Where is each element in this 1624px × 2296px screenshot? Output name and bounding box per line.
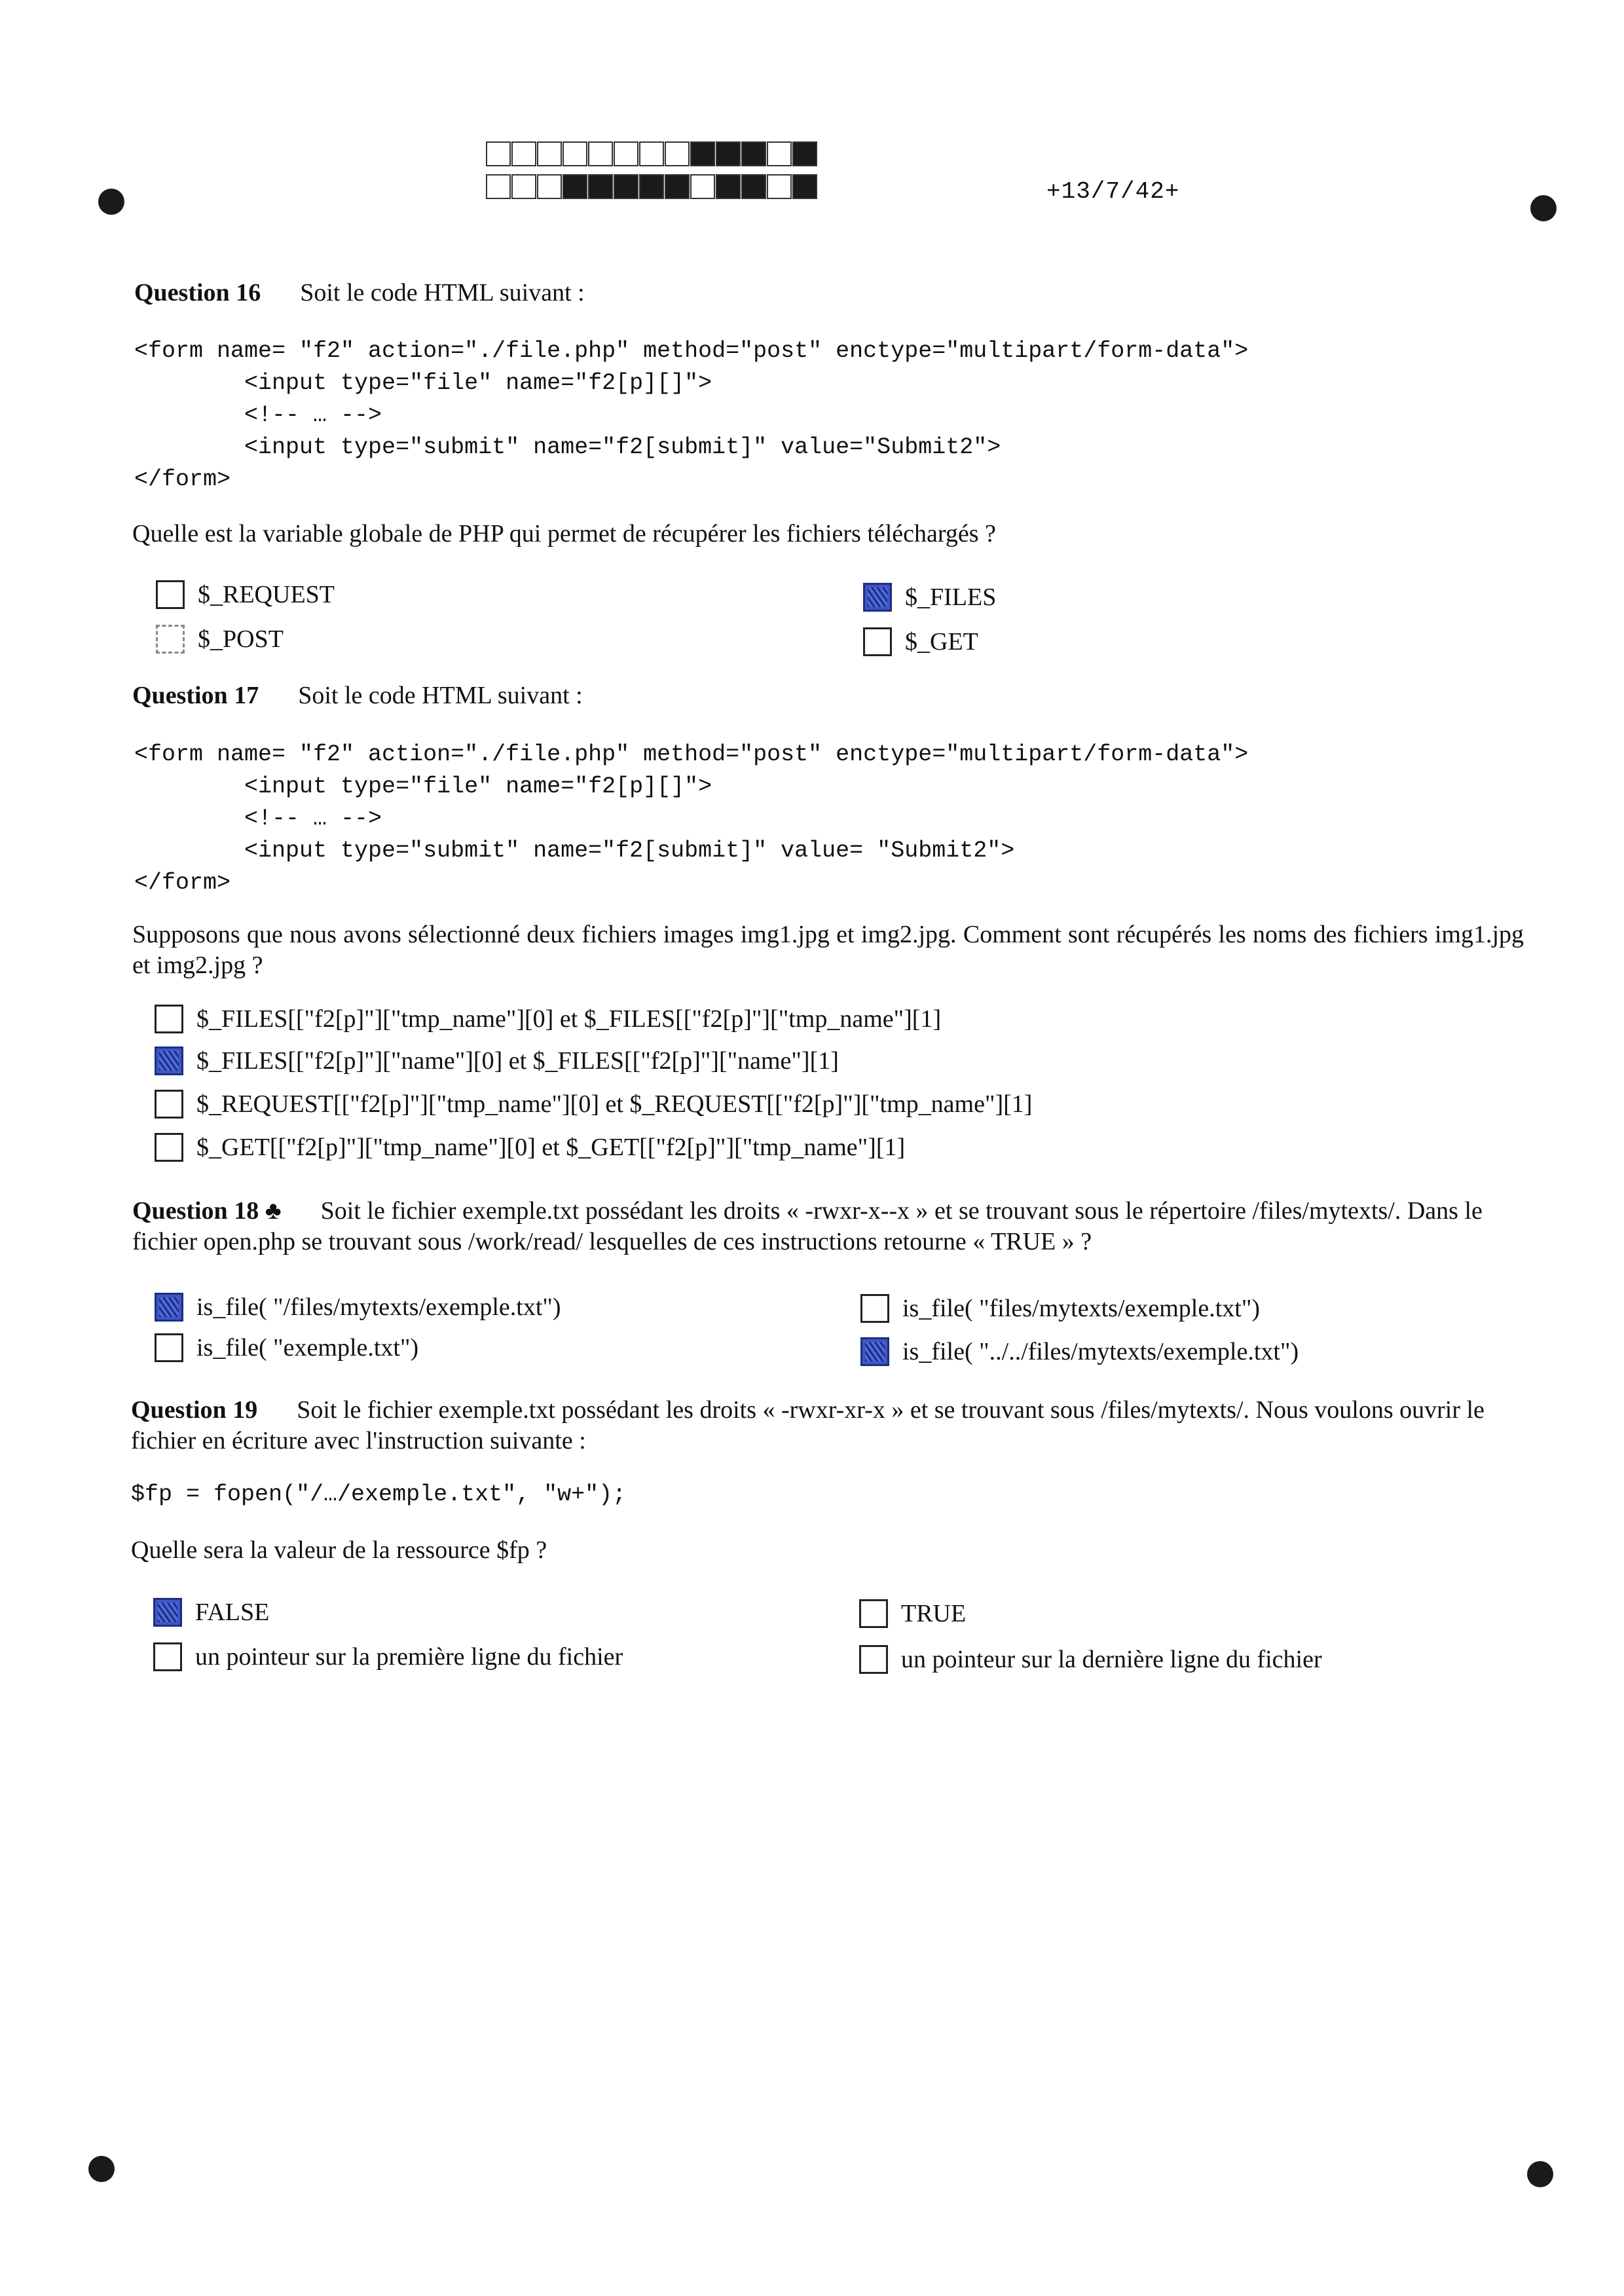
barcode-cell-filled [563,174,587,199]
answer-option[interactable] [155,1003,941,1035]
option-label: FALSE [195,1599,270,1626]
barcode-cell-empty [486,174,511,199]
question-intro: Soit le code HTML suivant : [300,279,585,306]
checkbox-erased[interactable] [156,625,185,654]
checkbox-checked[interactable] [860,1337,889,1366]
answer-option[interactable] [155,1332,418,1363]
checkbox-checked[interactable] [863,583,892,612]
option-label: $_FILES[["f2[p]"]["name"][0] et $_FILES[["f2[p]"]["name"][1] [196,1047,839,1075]
barcode-cell-empty [614,141,638,166]
checkbox-checked[interactable] [155,1046,183,1075]
option-label: is_file( "files/mytexts/exemple.txt") [902,1295,1261,1322]
option-label: is_file( "../../files/mytexts/exemple.txt") [902,1338,1299,1365]
barcode-cell-filled [741,174,766,199]
option-label: un pointeur sur la première ligne du fichier [195,1643,623,1671]
barcode-cell-empty [563,141,587,166]
registration-mark-top-left [98,189,124,215]
question-prompt: Quelle sera la valeur de la ressource $fp ? [131,1536,547,1564]
code-block-q16 [134,335,1248,496]
question-title: Question 17 [132,682,259,709]
answer-option[interactable] [863,582,996,613]
barcode-cell-filled [614,174,638,199]
registration-mark-top-right [1530,195,1557,221]
question-intro: Soit le fichier exemple.txt possédant les droits « -rwxr-x--x » et se trouvant sous le répertoire /files/mytexts/. Dans le fichier open.php se trouvant sous /work/read/ lesquelles de ces instructions retourne « TRUE » ? [132,1197,1483,1255]
code-line: <!-- … --> [134,402,382,428]
answer-option[interactable] [859,1644,1322,1675]
question-prompt: Supposons que nous avons sélectionné deux fichiers images img1.jpg et img2.jpg. Comment sont récupérés les noms des fichiers img1.jpg et img2.jpg ? [132,921,1524,979]
answer-option[interactable] [863,626,978,657]
answer-option[interactable] [155,1045,839,1077]
question-16-header [134,278,585,307]
question-title: Question 18 ♣ [132,1197,282,1225]
option-label: $_FILES[["f2[p]"]["tmp_name"][0] et $_FILES[["f2[p]"]["tmp_name"][1] [196,1005,942,1033]
option-label: is_file( "/files/mytexts/exemple.txt") [196,1293,561,1321]
checkbox[interactable] [860,1294,889,1323]
barcode-cell-empty [537,174,562,199]
code-block-q19 [131,1479,626,1511]
answer-option[interactable] [153,1641,623,1673]
barcode-cell-empty [486,141,511,166]
answer-option[interactable] [860,1293,1260,1324]
answer-option[interactable] [859,1598,966,1629]
checkbox[interactable] [155,1133,183,1162]
barcode-cell-filled [716,141,741,166]
barcode-cell-filled [639,174,664,199]
answer-option[interactable] [155,1291,561,1323]
barcode-cell-filled [690,141,715,166]
barcode-row-1 [486,141,818,166]
barcode-cell-filled [741,141,766,166]
question-intro: Soit le code HTML suivant : [298,682,583,709]
barcode-cell-filled [588,174,613,199]
barcode-cell-filled [792,141,817,166]
option-label: $_FILES [905,583,997,611]
barcode-cell-filled [716,174,741,199]
question-17-header [132,681,583,710]
option-label: TRUE [901,1600,967,1627]
checkbox[interactable] [863,627,892,656]
option-label: $_GET [905,628,978,656]
registration-mark-bottom-left [88,2156,115,2182]
option-label: $_GET[["f2[p]"]["tmp_name"][0] et $_GET[["f2[p]"]["tmp_name"][1] [196,1134,906,1161]
answer-option[interactable] [153,1597,269,1628]
answer-option[interactable] [156,623,284,655]
checkbox[interactable] [859,1599,888,1628]
option-label: $_REQUEST [198,581,335,608]
page-id: +13/7/42+ [1046,178,1180,205]
barcode-cell-empty [639,141,664,166]
barcode-cell-empty [511,141,536,166]
code-line: <form name= "f2" action="./file.php" method="post" enctype="multipart/form-data"> [134,338,1249,364]
checkbox-checked[interactable] [153,1598,182,1627]
code-block-q17 [134,739,1248,899]
code-line: $fp = fopen("/…/exemple.txt", "w+"); [131,1481,627,1508]
code-line: </form> [134,870,231,896]
barcode-cell-empty [767,174,792,199]
barcode-cell-empty [665,141,690,166]
checkbox[interactable] [153,1642,182,1671]
option-label: is_file( "exemple.txt") [196,1334,419,1361]
checkbox[interactable] [155,1090,183,1119]
checkbox[interactable] [156,580,185,609]
question-18-header [132,1196,1527,1257]
answer-option[interactable] [860,1336,1299,1367]
code-line: <input type="submit" name="f2[submit]" value= "Submit2"> [134,838,1015,864]
answer-option[interactable] [156,579,335,610]
barcode-cell-filled [665,174,690,199]
registration-mark-bottom-right [1527,2161,1553,2187]
question-title: Question 16 [134,279,261,306]
checkbox[interactable] [155,1005,183,1033]
barcode-cell-empty [690,174,715,199]
question-prompt: Quelle est la variable globale de PHP qui permet de récupérer les fichiers téléchargés ? [132,520,996,547]
answer-option[interactable] [155,1132,905,1163]
option-label: un pointeur sur la dernière ligne du fichier [901,1646,1322,1673]
question-19-header [131,1395,1527,1456]
code-line: </form> [134,466,231,492]
option-label: $_POST [198,625,284,653]
code-line: <input type="submit" name="f2[submit]" value="Submit2"> [134,434,1001,460]
answer-option[interactable] [155,1088,1032,1120]
barcode-cell-empty [537,141,562,166]
code-line: <form name= "f2" action="./file.php" method="post" enctype="multipart/form-data"> [134,741,1249,768]
question-title: Question 19 [131,1396,258,1424]
checkbox[interactable] [859,1645,888,1674]
code-line: <input type="file" name="f2[p][]"> [134,370,712,396]
option-label: $_REQUEST[["f2[p]"]["tmp_name"][0] et $_REQUEST[["f2[p]"]["tmp_name"][1] [196,1090,1033,1118]
barcode-cell-filled [792,174,817,199]
barcode-row-2 [486,174,818,199]
barcode-cell-empty [511,174,536,199]
question-intro: Soit le fichier exemple.txt possédant les droits « -rwxr-xr-x » et se trouvant sous /files/mytexts/. Nous voulons ouvrir le fichier en écriture avec l'instruction suivante : [131,1396,1485,1454]
code-line: <input type="file" name="f2[p][]"> [134,773,712,800]
checkbox-checked[interactable] [155,1293,183,1322]
barcode-cell-empty [767,141,792,166]
code-line: <!-- … --> [134,805,382,832]
checkbox[interactable] [155,1333,183,1362]
barcode-cell-empty [588,141,613,166]
